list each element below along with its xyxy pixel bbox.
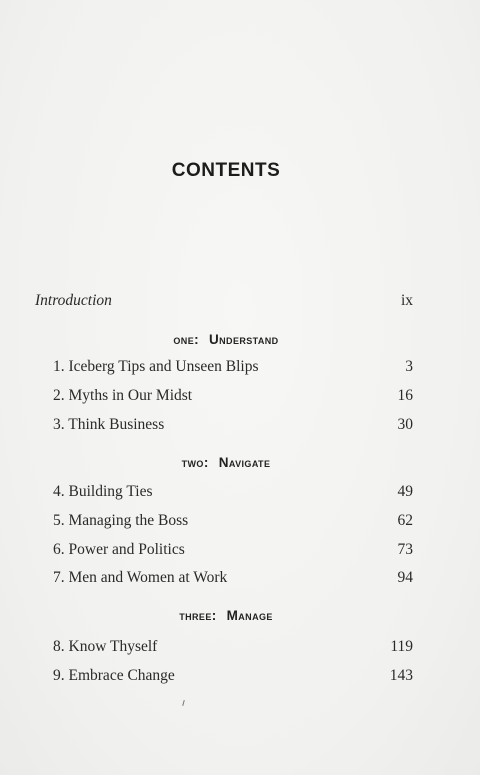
toc-entry [0, 358, 480, 380]
entry-label: 2. Myths in Our Midst [53, 387, 193, 404]
part-heading-two [0, 455, 452, 470]
toc-entry [0, 416, 480, 438]
entry-page-number: 3 [405, 358, 413, 375]
toc-entry [0, 569, 480, 591]
entry-page-number: 16 [397, 387, 413, 404]
entry-label: 4. Building Ties [53, 483, 153, 500]
part-name: Manage [226, 608, 273, 623]
toc-entry [0, 541, 480, 563]
toc-entry [0, 387, 480, 409]
part-heading-one [0, 332, 452, 347]
entry-label: Introduction [35, 292, 112, 309]
entry-page-number: 94 [397, 569, 413, 586]
entry-label: 9. Embrace Change [53, 667, 175, 684]
contents-title: CONTENTS [171, 160, 281, 181]
entry-page-number: 49 [397, 483, 413, 500]
toc-entry-introduction [0, 292, 480, 314]
entry-label: 3. Think Business [53, 416, 165, 433]
ink-speck [182, 700, 185, 706]
part-name: Understand [209, 332, 279, 347]
part-number: three: [179, 608, 217, 623]
toc-entry [0, 483, 480, 505]
toc-entry [0, 667, 480, 689]
entry-label: 7. Men and Women at Work [53, 569, 228, 586]
part-name: Navigate [218, 455, 271, 470]
part-heading-three [0, 608, 452, 623]
entry-page-number: 62 [397, 512, 413, 529]
entry-label: 5. Managing the Boss [53, 512, 189, 529]
part-number: one: [173, 332, 199, 347]
entry-page-number: ix [400, 292, 413, 309]
entry-label: 1. Iceberg Tips and Unseen Blips [53, 358, 259, 375]
toc-entry [0, 512, 480, 534]
entry-label: 8. Know Thyself [53, 638, 158, 655]
entry-page-number: 30 [397, 416, 413, 433]
entry-page-number: 143 [389, 667, 413, 684]
entry-label: 6. Power and Politics [53, 541, 185, 558]
part-number: two: [181, 455, 209, 470]
entry-page-number: 73 [397, 541, 413, 558]
entry-page-number: 119 [390, 638, 413, 655]
toc-entry [0, 638, 480, 660]
